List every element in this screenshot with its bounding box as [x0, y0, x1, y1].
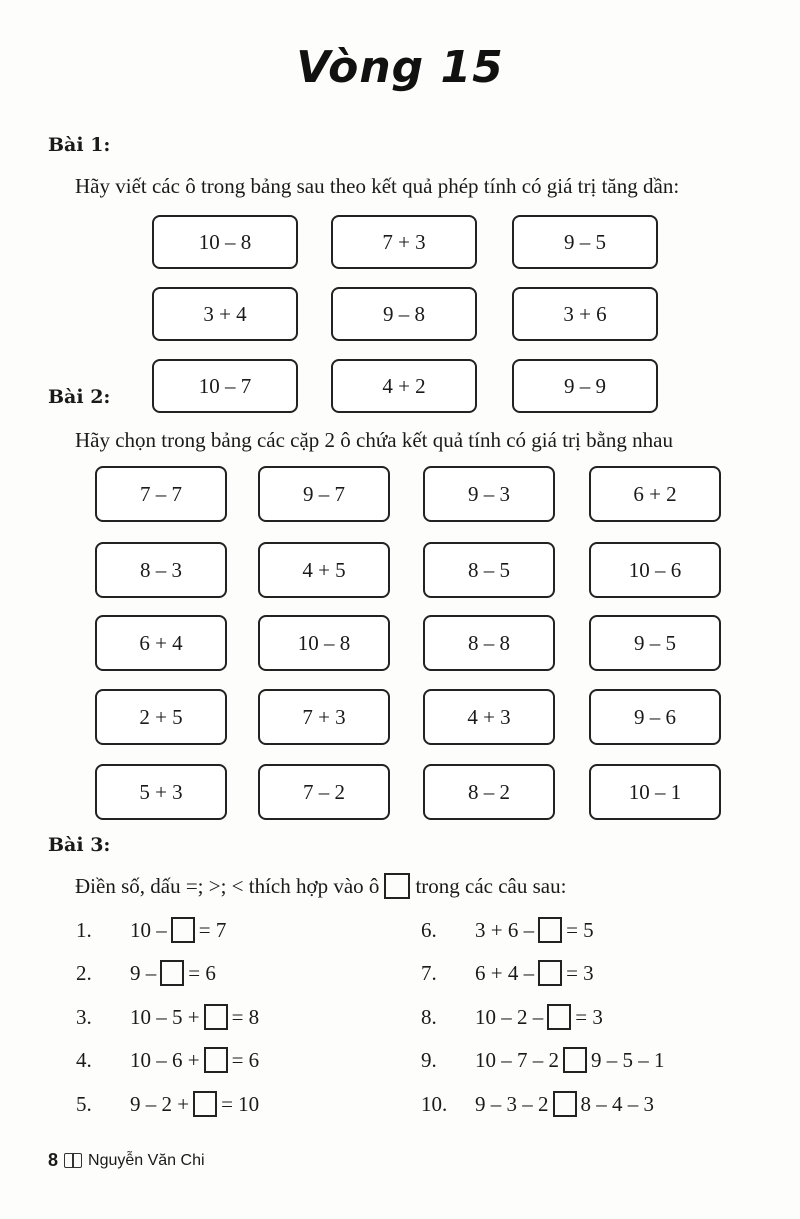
exercise-left: 9 – 2 +: [130, 1091, 190, 1116]
answer-box[interactable]: [538, 960, 562, 986]
exercise-number: 8.: [421, 1004, 437, 1029]
exercise-left: 9 –: [130, 960, 157, 985]
exercise-row: [421, 958, 594, 988]
bai1-box: 3 + 4: [152, 287, 298, 341]
exercise-left: 10 –: [130, 917, 167, 942]
bai2-box: 8 – 2: [423, 764, 555, 820]
exercise-number: 6.: [421, 917, 437, 942]
bai2-box: 10 – 8: [258, 615, 390, 671]
exercise-right: = 7: [198, 917, 227, 942]
bai2-box: 4 + 5: [258, 542, 390, 598]
exercise-right: 8 – 4 – 3: [580, 1091, 654, 1116]
exercise-right: = 6: [231, 1047, 260, 1072]
exercise-row: [76, 915, 226, 945]
bai1-box: 4 + 2: [331, 359, 477, 413]
bai3-instruction: [75, 873, 566, 899]
exercise-left: 10 – 7 – 2: [475, 1047, 559, 1072]
answer-box[interactable]: [538, 917, 562, 943]
exercise-right: = 8: [231, 1004, 260, 1029]
bai1-box: 10 – 7: [152, 359, 298, 413]
exercise-number: 3.: [76, 1004, 92, 1029]
exercise-row: [421, 1002, 603, 1032]
answer-box[interactable]: [204, 1047, 228, 1073]
answer-box[interactable]: [204, 1004, 228, 1030]
bai2-box: 9 – 6: [589, 689, 721, 745]
exercise-row: [76, 1045, 259, 1075]
book-icon: [64, 1153, 82, 1168]
exercise-left: 9 – 3 – 2: [475, 1091, 549, 1116]
answer-box[interactable]: [193, 1091, 217, 1117]
exercise-left: 3 + 6 –: [475, 917, 535, 942]
page-footer: [48, 1150, 205, 1171]
exercise-right: 9 – 5 – 1: [591, 1047, 665, 1072]
bai2-box: 7 – 2: [258, 764, 390, 820]
exercise-left: 10 – 6 +: [130, 1047, 200, 1072]
bai2-box: 9 – 5: [589, 615, 721, 671]
exercise-row: [421, 1045, 665, 1075]
exercise-right: = 5: [566, 917, 594, 942]
answer-box[interactable]: [553, 1091, 577, 1117]
bai2-instruction: Hãy chọn trong bảng các cặp 2 ô chứa kết quả tính có giá trị bằng nhau: [75, 428, 674, 452]
exercise-number: 2.: [76, 960, 92, 985]
bai2-box: 6 + 2: [589, 466, 721, 522]
exercise-right: = 6: [188, 960, 216, 985]
bai2-box: 2 + 5: [95, 689, 227, 745]
bai2-box: 7 – 7: [95, 466, 227, 522]
page-number: 8: [48, 1150, 59, 1170]
page-title: Vòng 15: [296, 42, 504, 93]
exercise-left: 10 – 2 –: [475, 1004, 544, 1029]
answer-box[interactable]: [171, 917, 195, 943]
exercise-row: [421, 915, 594, 945]
exercise-number: 5.: [76, 1091, 92, 1116]
bai1-heading: Bài 1:: [48, 134, 111, 156]
bai2-box: 8 – 5: [423, 542, 555, 598]
bai2-box: 7 + 3: [258, 689, 390, 745]
bai1-box: 9 – 5: [512, 215, 658, 269]
exercise-right: = 10: [221, 1091, 260, 1116]
exercise-row: [76, 1089, 259, 1119]
exercise-number: 4.: [76, 1047, 92, 1072]
answer-box[interactable]: [160, 960, 184, 986]
bai1-box: 7 + 3: [331, 215, 477, 269]
exercise-left: 10 – 5 +: [130, 1004, 200, 1029]
bai3-instruction-after: trong các câu sau:: [415, 874, 567, 898]
bai3-instruction-before: Điền số, dấu =; >; < thích hợp vào ô: [75, 874, 380, 898]
bai2-box: 8 – 3: [95, 542, 227, 598]
bai2-box: 10 – 1: [589, 764, 721, 820]
answer-box[interactable]: [563, 1047, 587, 1073]
exercise-right: = 3: [575, 1004, 603, 1029]
bai1-box: 9 – 8: [331, 287, 477, 341]
bai2-box: 9 – 3: [423, 466, 555, 522]
exercise-number: 9.: [421, 1047, 437, 1072]
bai2-heading: Bài 2:: [48, 386, 111, 408]
bai1-box: 9 – 9: [512, 359, 658, 413]
bai1-box: 3 + 6: [512, 287, 658, 341]
bai2-box: 4 + 3: [423, 689, 555, 745]
exercise-number: 1.: [76, 917, 92, 942]
answer-box-sample: [384, 873, 410, 899]
bai1-box: 10 – 8: [152, 215, 298, 269]
exercise-row: [76, 958, 216, 988]
bai2-box: 10 – 6: [589, 542, 721, 598]
exercise-row: [421, 1089, 654, 1119]
author-name: Nguyễn Văn Chi: [88, 1151, 205, 1169]
bai2-box: 5 + 3: [95, 764, 227, 820]
bai3-heading: Bài 3:: [48, 834, 111, 856]
bai1-instruction: Hãy viết các ô trong bảng sau theo kết quả phép tính có giá trị tăng dần:: [75, 174, 680, 198]
bai2-box: 8 – 8: [423, 615, 555, 671]
bai2-box: 6 + 4: [95, 615, 227, 671]
exercise-left: 6 + 4 –: [475, 960, 535, 985]
bai2-box: 9 – 7: [258, 466, 390, 522]
answer-box[interactable]: [547, 1004, 571, 1030]
exercise-row: [76, 1002, 259, 1032]
exercise-number: 7.: [421, 960, 437, 985]
exercise-number: 10.: [421, 1091, 448, 1116]
exercise-right: = 3: [566, 960, 594, 985]
